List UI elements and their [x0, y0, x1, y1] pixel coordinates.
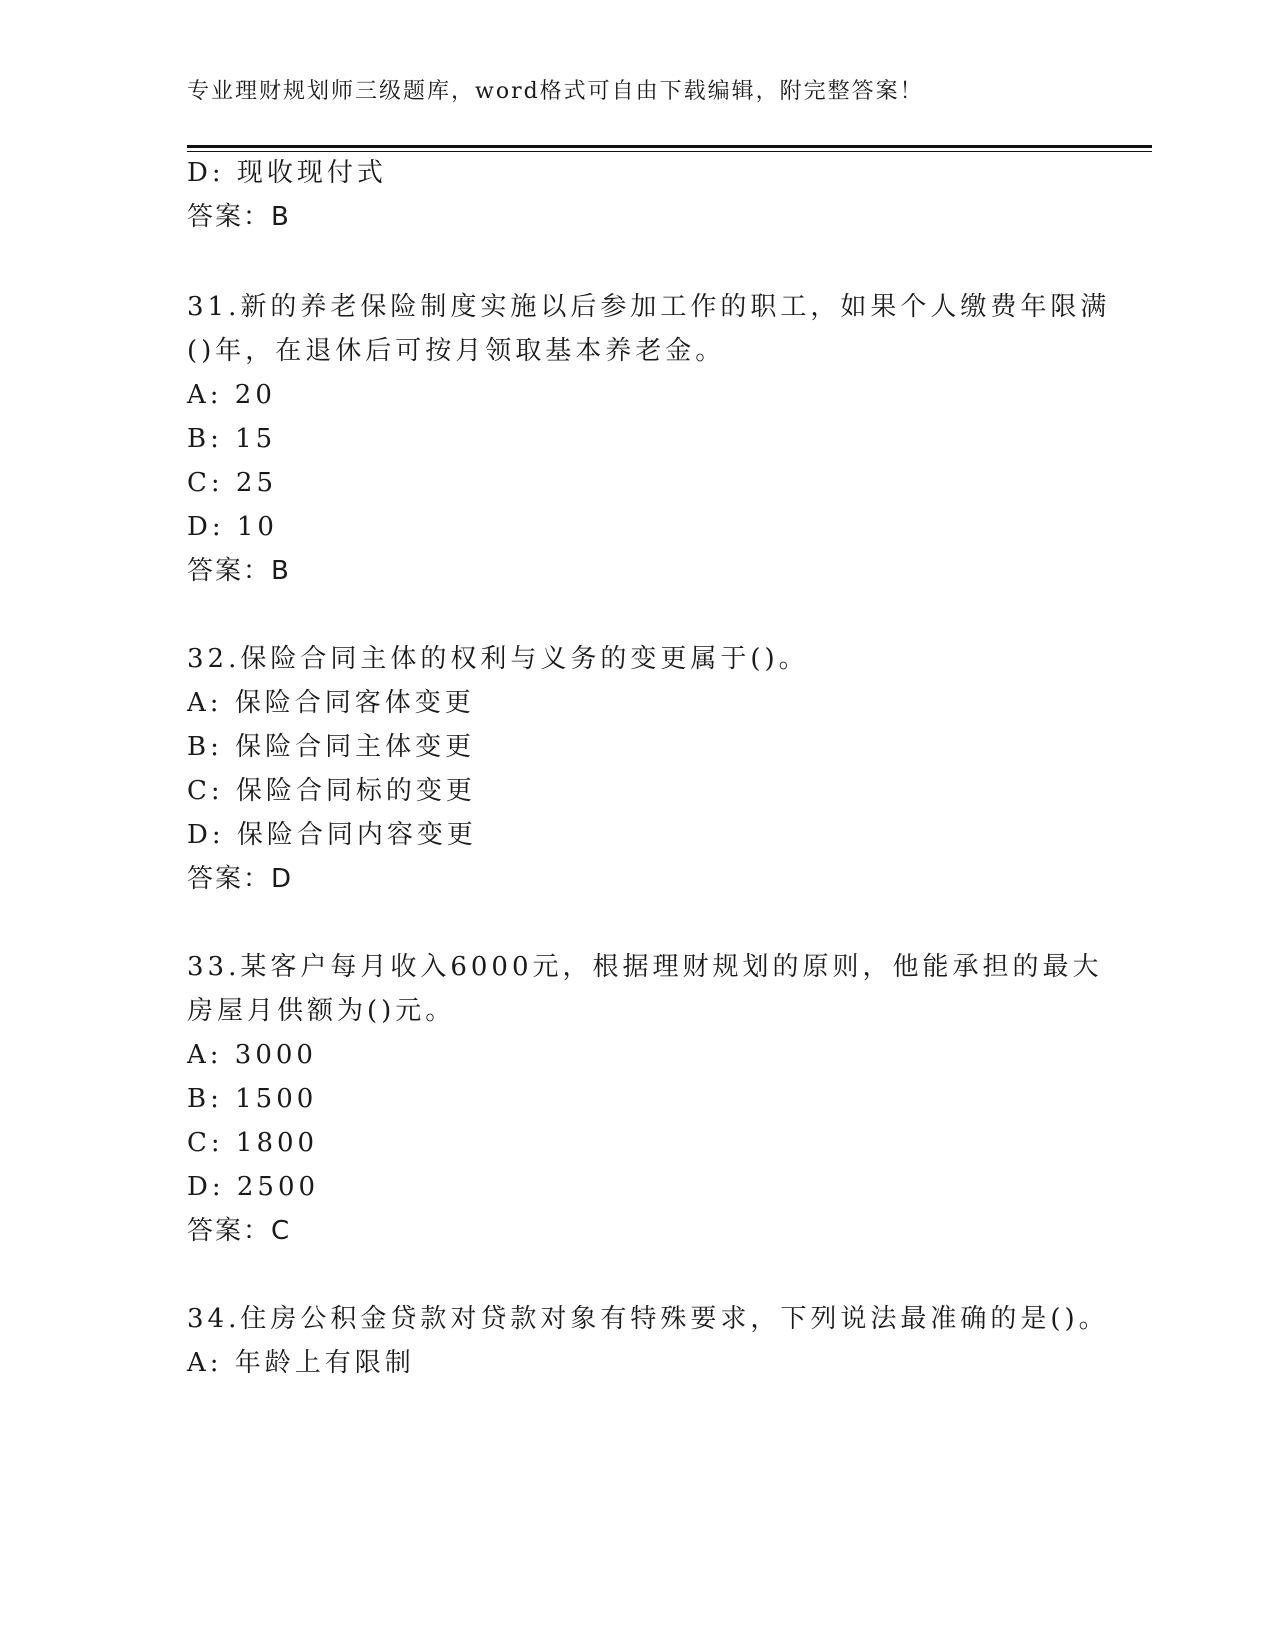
- question-32-option-a: A: 保险合同客体变更: [187, 688, 475, 718]
- question-33-answer: 答案：C: [187, 1216, 292, 1246]
- question-33-option-b: B: 1500: [187, 1084, 318, 1114]
- page-header: 专业理财规划师三级题库，word格式可自由下载编辑，附完整答案！: [187, 79, 924, 104]
- question-32-option-d: D: 保险合同内容变更: [187, 820, 477, 850]
- header-rule-thick: [187, 145, 1152, 148]
- question-33-option-a: A: 3000: [187, 1040, 317, 1070]
- question-34-option-a: A: 年龄上有限制: [187, 1348, 415, 1378]
- question-31-text-line2: ()年，在退休后可按月领取基本养老金。: [187, 336, 726, 366]
- question-31-answer: 答案：B: [187, 556, 291, 586]
- question-32-text: 32.保险合同主体的权利与义务的变更属于()。: [187, 644, 809, 674]
- question-31-text-line1: 31.新的养老保险制度实施以后参加工作的职工，如果个人缴费年限满: [187, 292, 1111, 322]
- question-33-option-d: D: 2500: [187, 1172, 320, 1202]
- question-31-option-c: C: 25: [187, 468, 278, 498]
- question-33-text-line1: 33.某客户每月收入6000元，根据理财规划的原则，他能承担的最大: [187, 952, 1103, 982]
- question-32-option-c: C: 保险合同标的变更: [187, 776, 476, 806]
- question-31-option-d: D: 10: [187, 512, 278, 542]
- header-rule-thin: [187, 151, 1152, 152]
- question-31-option-b: B: 15: [187, 424, 277, 454]
- question-32-option-b: B: 保险合同主体变更: [187, 732, 476, 762]
- question-31-option-a: A: 20: [187, 380, 276, 410]
- question-32-answer: 答案：D: [187, 864, 294, 894]
- question-34-text: 34.住房公积金贷款对贷款对象有特殊要求，下列说法最准确的是()。: [187, 1304, 1109, 1334]
- answer: 答案：B: [187, 202, 291, 232]
- question-33-option-c: C: 1800: [187, 1128, 319, 1158]
- option-d: D: 现收现付式: [187, 158, 387, 188]
- question-33-text-line2: 房屋月供额为()元。: [187, 996, 456, 1026]
